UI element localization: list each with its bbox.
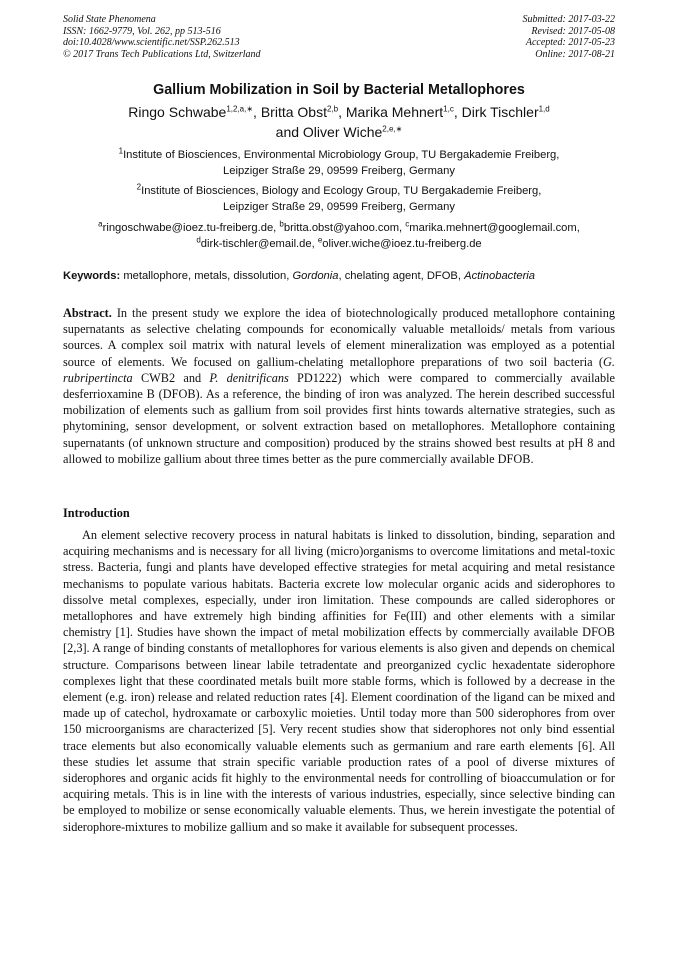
author-name: Oliver Wiche <box>302 123 383 140</box>
affiliation-line: Institute of Biosciences, Environmental Microbiology Group, TU Bergakademie Freiberg, <box>123 149 560 161</box>
author-name: Britta Obst <box>260 104 327 120</box>
email-link[interactable]: marika.mehnert@googlemail.com, <box>409 222 580 234</box>
journal-issn: ISSN: 1662-9779, Vol. 262, pp 513-516 <box>63 25 221 37</box>
date-revised: Revised: 2017-05-08 <box>531 25 615 37</box>
affiliation-line: Institute of Biosciences, Biology and Ecology Group, TU Bergakademie Freiberg, <box>141 185 542 197</box>
author-conjunction: and <box>275 123 300 140</box>
abstract-label: Abstract. <box>63 306 112 320</box>
email-link[interactable]: dirk-tischler@email.de, <box>200 237 315 250</box>
keywords-text: , chelating agent, DFOB, <box>338 270 462 282</box>
affiliation-2 <box>60 184 618 215</box>
paper-title: Gallium Mobilization in Soil by Bacterial Metallophores <box>153 82 525 98</box>
author-affiliation-mark: 1,c <box>443 104 454 114</box>
email-link[interactable]: britta.obst@yahoo.com, <box>283 222 403 234</box>
author-affiliation-mark: 1,2,a,∗ <box>226 104 254 114</box>
date-accepted: Accepted: 2017-05-23 <box>525 37 615 49</box>
keywords-text: metallophore, metals, dissolution, <box>123 270 290 282</box>
affiliation-1 <box>60 148 618 179</box>
author-affiliation-mark: 1,d <box>538 104 550 114</box>
journal-name: Solid State Phenomena <box>63 14 156 25</box>
email-link[interactable]: oliver.wiche@ioez.tu-freiberg.de <box>322 237 482 250</box>
author-affiliation-mark: 2,e,∗ <box>382 123 403 133</box>
journal-copyright: © 2017 Trans Tech Publications Ltd, Switzerland <box>63 48 261 60</box>
introduction-paragraph: An element selective recovery process in natural habitats is linked to dissolution, binding, separation and acquiring mechanisms and is necessary for all living (micro)organisms to overcome limitations and metal-toxic stress. Bacteria, fungi and plants have developed effective strategies for metal acquiring and metal resistance mechanisms to populate various habitats. Bacteria excrete low molecular organic acids and siderophores to dissolve metal complexes, especially, under iron limitation. These compounds are called siderophores or metallophores and have extremely high binding affinities for Fe(III) and other elements with a similar chemistry [1]. Studies have shown the impact of metal mobilization effects by commercially available DFOB [2,3]. A range of binding constants of metallophores for various elements is also given and depends on chemical structure. Comparisons between linear labile tetradentate and preorganized cyclic hexadentate siderophore complexes light that these coordinated metals built more stable forms, which is followed by a decrease in the element (e.g. iron) release and related reduction rates [4]. Element coordination of the ligand can be mixed and made up of catechol, hydroxamate or carboxylic moieties. Until today more than 500 siderophores from over 150 microorganisms are characterized [5]. Very recent studies show that siderophores not only bind essential trace elements but also economically valuable elements such as germanium and rare earth elements [6]. All these studies let assume that strain specific variable production rates of a pool of diverse mixtures of siderophores and organic acids fit highly to the environmental needs for controlling of bioaccumulation or for acquiring metals. This is in line with the interests of various industries, especially, since selective binding can be employed to mobilize or sense economically valuable elements. Thus, we herein investigate the potential of siderophore-mixtures to mobilize gallium and so make it available for subsequent processes. <box>63 528 615 834</box>
journal-info <box>63 14 261 60</box>
species-name: P. denitrificans <box>209 370 289 385</box>
keyword-italic: Gordonia <box>292 270 339 282</box>
author-affiliation-mark: 2,b <box>326 104 339 114</box>
author-name: Dirk Tischler <box>461 104 539 120</box>
date-submitted: Submitted: 2017-03-22 <box>522 14 615 25</box>
author-name: Marika Mehnert <box>345 104 444 120</box>
publication-dates <box>523 14 616 60</box>
keyword-italic: Actinobacteria <box>464 270 536 282</box>
author-emails: $^a$ringoschwabe@ioez.tu-freiberg.de, $^b$britta.obst@yahoo.com, $^c$marika.mehnert@googlemail.com, $^d$dirk-tischler@email.de, $^e$oliver.wiche@ioez.tu-freiberg.de <box>98 219 580 250</box>
affiliation-mark: 1 <box>118 146 124 156</box>
keywords-label: Keywords: <box>63 270 121 282</box>
date-online: Online: 2017-08-21 <box>535 48 615 60</box>
affiliation-line: Leipziger Straße 29, 09599 Freiberg, Germany <box>223 164 455 177</box>
introduction-heading: Introduction <box>63 506 130 520</box>
journal-doi: doi:10.4028/www.scientific.net/SSP.262.513 <box>63 37 240 49</box>
affiliation-mark: 2 <box>136 182 142 192</box>
abstract-text: CWB2 and <box>132 370 210 385</box>
species-name: G. rubripertincta <box>63 354 615 385</box>
abstract-text: PD1222) which were compared to commercially available desferrioxamine B (DFOB). As a reference, the binding of iron was analyzed. The herein described successful mobilization of elements such as gallium from soil provides first hints towards alternative strategies, such as phytomining, sensor development, or solvent extraction based on metallophores. Metallophore containing supernatants (of unknown structure and composition) produced by the strains showed best results at pH 8 and allowed to mobilize gallium about three times better as the pure commercially available DFOB. <box>63 370 615 466</box>
affiliation-line: Leipziger Straße 29, 09599 Freiberg, Germany <box>223 200 455 213</box>
keywords <box>63 270 623 282</box>
email-link[interactable]: ringoschwabe@ioez.tu-freiberg.de, <box>102 222 277 234</box>
abstract <box>63 305 615 467</box>
author-name: Ringo Schwabe <box>128 104 227 120</box>
abstract-text: In the present study we explore the idea of biotechnologically produced metallophore containing supernatants as selective chelating compounds for economically valuable metalloids/ metals from various sources. A complex soil matrix with natural levels of element mineralization was employed as a potential source of elements. We focused on gallium-chelating metallophore preparations of two soil bacteria ( <box>63 306 616 369</box>
author-list: Ringo Schwabe$^{1,2,a,∗}$, Britta Obst$^{2,b}$, Marika Mehnert$^{1,c}$, Dirk Tischler$^{1,d}$ and Oliver Wiche$^{2,e,∗}$ <box>128 104 550 140</box>
